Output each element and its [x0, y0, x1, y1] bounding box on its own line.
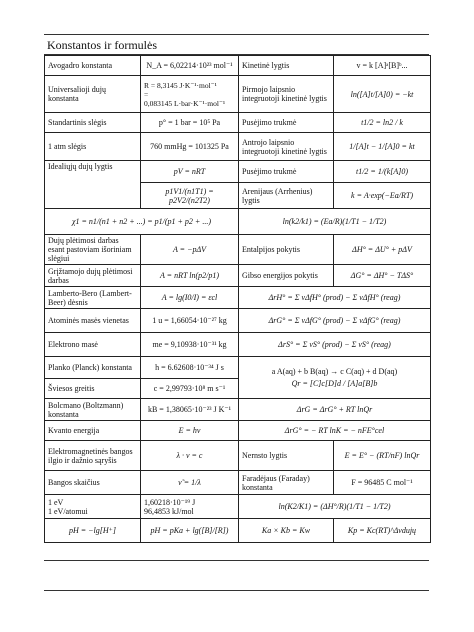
- first-order-formula: ln([A]t/[A]0) = −kt: [334, 76, 431, 113]
- table-row: [45, 287, 431, 309]
- page-title: Konstantos ir formulės: [47, 38, 157, 52]
- kinetic-formula: v = k [A]ᵃ[B]ᵇ...: [334, 56, 431, 76]
- ev-value-line2: 96,4853 kJ/mol: [144, 506, 194, 516]
- wavenumber-value: ν̃ = 1/λ: [141, 471, 239, 495]
- combined-gas-formula: p1V1/(n1T1) = p2V2/(n2T2): [141, 183, 239, 209]
- planck-label: Planko (Planck) konstanta: [45, 357, 141, 379]
- faraday-label: Faradėjaus (Faraday) konstanta: [239, 471, 334, 495]
- nernst-label: Nernsto lygtis: [239, 441, 334, 471]
- table-row: [45, 265, 431, 287]
- henderson-formula: pH = pKa + lg([B]/[R]): [141, 519, 239, 543]
- electron-label: Elektrono masė: [45, 333, 141, 357]
- boltzmann-value: kB = 1,38065·10⁻²³ J K⁻¹: [141, 399, 239, 421]
- table-row: [45, 495, 431, 519]
- atm-label: 1 atm slėgis: [45, 133, 141, 161]
- second-order-formula: 1/[A]t − 1/[A]0 = kt: [334, 133, 431, 161]
- ev-value-line1: 1,60218·10⁻¹⁹ J: [144, 497, 196, 507]
- avogadro-label: Avogadro konstanta: [45, 56, 141, 76]
- second-order-label: Antrojo laipsnio integruotoji kinetinė lygtis: [239, 133, 334, 161]
- gas-const-label: Universalioji dujų konstanta: [45, 76, 141, 113]
- amu-label: Atominės masės vienetas: [45, 309, 141, 333]
- ev-label-line2: 1 eV/atomui: [48, 506, 88, 516]
- table-row: [45, 333, 431, 357]
- work-const-value: A = −pΔV: [141, 235, 239, 265]
- gibbs-cell-formula: ΔrG° = − RT lnK = − nFE°cel: [239, 421, 431, 441]
- table-row: [45, 133, 431, 161]
- beer-label: Lamberto-Bero (Lambert-Beer) dėsnis: [45, 287, 141, 309]
- ideal-gas-label: Idealiųjų dujų lygtis: [45, 161, 141, 209]
- kinetic-label: Kinetinė lygtis: [239, 56, 334, 76]
- std-pressure-label: Standartinis slėgis: [45, 113, 141, 133]
- gibbs-formula: ΔG° = ΔH° − TΔS°: [334, 265, 431, 287]
- table-row: [45, 209, 431, 235]
- enthalpy-formula: ΔH° = ΔU° + pΔV: [334, 235, 431, 265]
- table-row: [45, 309, 431, 333]
- ev-label-line1: 1 eV: [48, 497, 64, 507]
- nernst-formula: E = E° − (RT/nF) lnQr: [334, 441, 431, 471]
- table-row: [45, 519, 431, 543]
- amu-value: 1 u = 1,66054·10⁻²⁷ kg: [141, 309, 239, 333]
- work-rev-label: Grįžtamojo dujų plėtimosi darbas: [45, 265, 141, 287]
- planck-value: h = 6.62608·10⁻³⁴ J s: [141, 357, 239, 379]
- mole-fraction-formula: χ1 = n1/(n1 + n2 + ...) = p1/(p1 + p2 + ...): [45, 209, 239, 235]
- quantum-value: E = hν: [141, 421, 239, 441]
- table-row: [45, 421, 431, 441]
- reaction-enthalpy-formula: ΔrH° = Σ νΔfH° (prod) − Σ νΔfH° (reag): [239, 287, 431, 309]
- work-const-label: Dujų plėtimosi darbas esant pastoviam išoriniam slėgiui: [45, 235, 141, 265]
- std-pressure-value: p° = 1 bar = 10⁵ Pa: [141, 113, 239, 133]
- half-life-formula: t1/2 = ln2 / k: [334, 113, 431, 133]
- table-row: [45, 161, 431, 183]
- table-row: [45, 441, 431, 471]
- quantum-label: Kvanto energija: [45, 421, 141, 441]
- ph-formula: pH = −lg[H⁺]: [45, 519, 141, 543]
- kw-formula: Ka × Kb = Kw: [239, 519, 334, 543]
- boltzmann-label: Bolcmano (Boltzmann) konstanta: [45, 399, 141, 421]
- table-row: [45, 76, 431, 113]
- bottom-rule-2: [44, 590, 429, 591]
- ev-value: [141, 495, 239, 519]
- arrhenius-formula: k = A·exp(−Ea/RT): [334, 183, 431, 209]
- ideal-gas-value: pV = nRT: [141, 161, 239, 183]
- electron-value: me = 9,10938·10⁻³¹ kg: [141, 333, 239, 357]
- work-rev-value: A = nRT ln(p2/p1): [141, 265, 239, 287]
- light-value: c = 2,99793·10⁸ m s⁻¹: [141, 379, 239, 399]
- em-wave-value: λ · ν = c: [141, 441, 239, 471]
- formula-table: [44, 55, 431, 543]
- faraday-value: F = 96485 C mol⁻¹: [334, 471, 431, 495]
- bottom-rule-1: [44, 560, 429, 561]
- atm-value: 760 mmHg = 101325 Pa: [141, 133, 239, 161]
- reaction-quotient-formula: Qr = [C]c[D]d / [A]a[B]b: [291, 379, 378, 388]
- half-life2-formula: t1/2 = 1/(k[A]0): [334, 161, 431, 183]
- reaction-entropy-formula: ΔrS° = Σ νS° (prod) − Σ νS° (reag): [239, 333, 431, 357]
- enthalpy-label: Entalpijos pokytis: [239, 235, 334, 265]
- gas-const-value: [141, 76, 239, 113]
- table-row: [45, 357, 431, 379]
- table-row: [45, 113, 431, 133]
- gas-const-line1: R = 8,3145 J·K⁻¹·mol⁻¹: [144, 80, 217, 90]
- kp-formula: Kp = Kc(RT)^Δνdujų: [334, 519, 431, 543]
- first-order-label: Pirmojo laipsnio integruotoji kinetinė lygtis: [239, 76, 334, 113]
- arrhenius-label: Arenijaus (Arrhenius) lygtis: [239, 183, 334, 209]
- beer-value: A = lg(I0/I) = εcl: [141, 287, 239, 309]
- gas-const-line2: =: [144, 89, 149, 99]
- table-row: [45, 399, 431, 421]
- light-label: Šviesos greitis: [45, 379, 141, 399]
- reaction-quotient-cell: [239, 357, 431, 399]
- reaction-equation: a A(aq) + b B(aq) → c C(aq) + d D(aq): [271, 367, 398, 376]
- em-wave-label: Elektromagnetinės bangos ilgio ir dažnio sąryšis: [45, 441, 141, 471]
- table-row: [45, 235, 431, 265]
- arrhenius-two-temp-formula: ln(k2/k1) = (Ea/R)(1/T1 − 1/T2): [239, 209, 431, 235]
- wavenumber-label: Bangos skaičius: [45, 471, 141, 495]
- avogadro-value: N_A = 6,02214·10²³ mol⁻¹: [141, 56, 239, 76]
- half-life-label: Pusėjimo trukmė: [239, 113, 334, 133]
- half-life2-label: Pusėjimo trukmė: [239, 161, 334, 183]
- gas-const-line3: 0,083145 L·bar·K⁻¹·mol⁻¹: [144, 98, 226, 108]
- top-rule: [44, 34, 429, 35]
- ev-label: [45, 495, 141, 519]
- vant-hoff-formula: ln(K2/K1) = (ΔH°/R)(1/T1 − 1/T2): [239, 495, 431, 519]
- gibbs-reaction-formula: ΔrG = ΔrG° + RT lnQr: [239, 399, 431, 421]
- table-row: [45, 471, 431, 495]
- gibbs-label: Gibso energijos pokytis: [239, 265, 334, 287]
- table-row: [45, 56, 431, 76]
- reaction-gibbs-formula: ΔrG° = Σ νΔfG° (prod) − Σ νΔfG° (reag): [239, 309, 431, 333]
